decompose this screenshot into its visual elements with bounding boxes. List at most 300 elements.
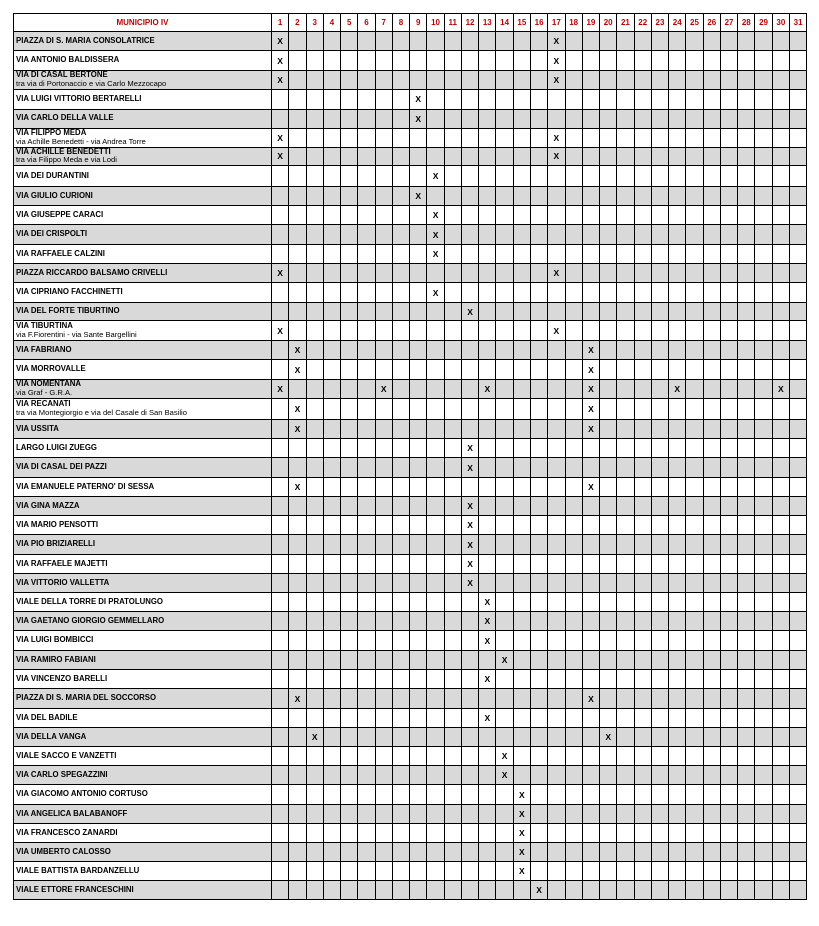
day-cell [720, 631, 737, 651]
day-cell [565, 689, 582, 709]
day-cell [306, 360, 323, 380]
day-cell [461, 420, 478, 439]
day-cell [306, 881, 323, 900]
day-cell [755, 843, 772, 862]
day-cell [755, 360, 772, 380]
day-cell [427, 478, 444, 497]
street-name: VIALE SACCO E VANZETTI [16, 750, 117, 760]
day-cell [289, 439, 306, 458]
day-cell [461, 478, 478, 497]
day-cell [341, 206, 358, 225]
day-cell [669, 631, 686, 651]
day-cell [651, 785, 668, 805]
day-cell [513, 245, 530, 264]
day-cell [772, 225, 789, 245]
street-name-cell [14, 360, 272, 380]
day-cell [582, 321, 599, 341]
day-cell [755, 651, 772, 670]
day-cell [720, 109, 737, 128]
street-name-cell [14, 689, 272, 709]
day-cell [479, 651, 496, 670]
day-mark: X [479, 709, 496, 728]
day-cell [375, 225, 392, 245]
day-header: 15 [513, 14, 530, 32]
street-name-cell [14, 399, 272, 420]
day-cell [323, 670, 340, 689]
day-cell [548, 380, 565, 399]
day-cell [789, 128, 806, 147]
day-cell [392, 420, 409, 439]
day-cell [323, 862, 340, 881]
street-name: VIA GIUSEPPE CARACI [16, 209, 104, 219]
day-mark: X [496, 747, 513, 766]
day-cell [772, 264, 789, 283]
day-cell [375, 264, 392, 283]
day-cell [789, 881, 806, 900]
day-cell [755, 747, 772, 766]
day-cell [358, 535, 375, 555]
day-cell [341, 89, 358, 109]
day-cell [461, 264, 478, 283]
day-cell [530, 574, 547, 593]
day-cell [375, 593, 392, 612]
day-cell [513, 458, 530, 478]
day-mark: X [461, 574, 478, 593]
day-cell [358, 51, 375, 71]
day-cell [272, 843, 289, 862]
day-cell [634, 593, 651, 612]
day-cell [600, 264, 617, 283]
day-cell [289, 670, 306, 689]
day-header: 31 [789, 14, 806, 32]
day-cell [617, 535, 634, 555]
day-cell [772, 439, 789, 458]
day-mark: X [272, 71, 289, 90]
day-cell [530, 458, 547, 478]
day-cell [323, 399, 340, 420]
day-cell [427, 380, 444, 399]
day-cell [496, 862, 513, 881]
day-cell [669, 399, 686, 420]
day-cell [548, 89, 565, 109]
day-cell [530, 478, 547, 497]
street-name-cell [14, 766, 272, 785]
day-cell [755, 535, 772, 555]
day-mark: X [272, 321, 289, 341]
day-cell [686, 341, 703, 360]
day-cell [444, 458, 461, 478]
day-cell [651, 264, 668, 283]
day-cell [720, 206, 737, 225]
day-cell [289, 32, 306, 51]
day-cell [410, 555, 427, 574]
table-row [14, 109, 807, 128]
day-cell [686, 805, 703, 824]
day-cell [392, 555, 409, 574]
day-cell [720, 321, 737, 341]
day-cell [634, 747, 651, 766]
day-cell [669, 785, 686, 805]
day-cell [375, 843, 392, 862]
day-cell [375, 341, 392, 360]
day-cell [669, 245, 686, 264]
day-cell [410, 399, 427, 420]
day-cell [375, 166, 392, 187]
day-cell [582, 206, 599, 225]
day-cell [565, 303, 582, 321]
day-mark: X [548, 128, 565, 147]
day-cell [513, 420, 530, 439]
day-cell [392, 109, 409, 128]
day-cell [272, 360, 289, 380]
day-cell [427, 458, 444, 478]
day-cell [634, 458, 651, 478]
day-cell [703, 631, 720, 651]
day-mark: X [410, 89, 427, 109]
day-cell [720, 128, 737, 147]
day-cell [461, 805, 478, 824]
day-mark: X [582, 341, 599, 360]
day-cell [600, 321, 617, 341]
day-cell [634, 862, 651, 881]
day-cell [565, 420, 582, 439]
day-cell [272, 225, 289, 245]
day-cell [306, 225, 323, 245]
day-cell [582, 670, 599, 689]
day-cell [669, 651, 686, 670]
day-cell [289, 805, 306, 824]
day-cell [651, 862, 668, 881]
street-name-cell [14, 843, 272, 862]
day-cell [530, 321, 547, 341]
day-cell [444, 32, 461, 51]
day-cell [651, 555, 668, 574]
day-cell [341, 555, 358, 574]
day-header: 3 [306, 14, 323, 32]
day-cell [634, 380, 651, 399]
street-name: VIALE ETTORE FRANCESCHINI [16, 884, 134, 894]
day-cell [479, 535, 496, 555]
day-cell [375, 478, 392, 497]
day-cell [703, 747, 720, 766]
day-cell [444, 516, 461, 535]
day-cell [703, 341, 720, 360]
day-cell [530, 264, 547, 283]
day-cell [410, 420, 427, 439]
day-cell [738, 805, 755, 824]
table-row [14, 670, 807, 689]
day-cell [306, 166, 323, 187]
day-mark: X [513, 843, 530, 862]
day-cell [738, 862, 755, 881]
day-cell [738, 283, 755, 303]
day-cell [565, 71, 582, 90]
day-cell [341, 399, 358, 420]
day-cell [789, 612, 806, 631]
day-cell [720, 187, 737, 206]
day-cell [444, 824, 461, 843]
day-cell [600, 805, 617, 824]
day-cell [755, 166, 772, 187]
day-cell [410, 360, 427, 380]
street-name-cell [14, 264, 272, 283]
day-cell [530, 843, 547, 862]
day-cell [686, 51, 703, 71]
day-cell [565, 535, 582, 555]
street-segment: tra via di Portonaccio e via Carlo Mezzocapo [16, 78, 167, 88]
day-cell [358, 89, 375, 109]
day-cell [772, 709, 789, 728]
day-cell [427, 631, 444, 651]
day-cell [272, 109, 289, 128]
day-cell [720, 439, 737, 458]
day-cell [703, 881, 720, 900]
day-cell [461, 785, 478, 805]
day-cell [686, 147, 703, 166]
day-cell [410, 71, 427, 90]
street-name: VIA USSITA [16, 423, 59, 433]
day-cell [461, 728, 478, 747]
day-cell [789, 728, 806, 747]
day-cell [479, 805, 496, 824]
day-cell [530, 206, 547, 225]
day-mark: X [410, 187, 427, 206]
day-header: 16 [530, 14, 547, 32]
street-segment: tra via Montegiorgio e via del Casale di San Basilio [16, 408, 187, 418]
day-cell [789, 166, 806, 187]
day-cell [634, 321, 651, 341]
day-cell [272, 535, 289, 555]
day-cell [479, 497, 496, 516]
day-cell [479, 689, 496, 709]
day-cell [789, 420, 806, 439]
day-cell [738, 71, 755, 90]
day-cell [272, 341, 289, 360]
table-row [14, 71, 807, 90]
day-cell [410, 766, 427, 785]
day-cell [703, 187, 720, 206]
day-cell [548, 728, 565, 747]
day-cell [289, 245, 306, 264]
street-name: PIAZZA DI S. MARIA DEL SOCCORSO [16, 693, 157, 703]
day-cell [669, 497, 686, 516]
day-header: 18 [565, 14, 582, 32]
day-cell [479, 245, 496, 264]
day-cell [755, 497, 772, 516]
day-cell [289, 766, 306, 785]
day-cell [600, 785, 617, 805]
day-cell [548, 360, 565, 380]
day-cell [392, 881, 409, 900]
day-mark: X [289, 689, 306, 709]
day-cell [789, 206, 806, 225]
day-cell [289, 709, 306, 728]
day-cell [651, 631, 668, 651]
day-cell [565, 458, 582, 478]
day-cell [582, 862, 599, 881]
day-cell [410, 805, 427, 824]
day-cell [634, 32, 651, 51]
day-cell [375, 824, 392, 843]
day-cell [461, 612, 478, 631]
day-header: 27 [720, 14, 737, 32]
day-cell [738, 109, 755, 128]
day-cell [461, 824, 478, 843]
day-cell [375, 71, 392, 90]
day-cell [755, 399, 772, 420]
day-cell [513, 341, 530, 360]
day-cell [306, 283, 323, 303]
day-header: 14 [496, 14, 513, 32]
day-cell [272, 881, 289, 900]
day-cell [530, 689, 547, 709]
day-cell [703, 303, 720, 321]
day-cell [582, 264, 599, 283]
day-cell [289, 283, 306, 303]
day-cell [738, 206, 755, 225]
day-cell [703, 766, 720, 785]
street-name-cell [14, 555, 272, 574]
day-cell [565, 478, 582, 497]
day-cell [617, 51, 634, 71]
day-cell [392, 631, 409, 651]
day-cell [323, 128, 340, 147]
day-cell [341, 303, 358, 321]
day-cell [651, 71, 668, 90]
day-cell [375, 109, 392, 128]
day-cell [565, 341, 582, 360]
day-cell [738, 128, 755, 147]
street-name: VIA VITTORIO VALLETTA [16, 577, 110, 587]
day-cell [720, 824, 737, 843]
day-cell [600, 420, 617, 439]
day-cell [600, 89, 617, 109]
day-cell [738, 439, 755, 458]
table-row [14, 478, 807, 497]
day-cell [686, 709, 703, 728]
day-header: 21 [617, 14, 634, 32]
day-mark: X [479, 670, 496, 689]
day-cell [496, 187, 513, 206]
day-cell [772, 71, 789, 90]
day-cell [634, 709, 651, 728]
day-cell [289, 187, 306, 206]
day-cell [738, 709, 755, 728]
day-cell [272, 785, 289, 805]
day-cell [427, 32, 444, 51]
day-cell [720, 670, 737, 689]
day-cell [755, 824, 772, 843]
day-cell [634, 225, 651, 245]
day-cell [686, 824, 703, 843]
day-cell [530, 670, 547, 689]
day-cell [513, 166, 530, 187]
day-cell [496, 206, 513, 225]
day-mark: X [461, 516, 478, 535]
day-cell [427, 881, 444, 900]
day-cell [272, 439, 289, 458]
day-cell [686, 225, 703, 245]
day-cell [738, 612, 755, 631]
day-cell [444, 670, 461, 689]
day-cell [617, 651, 634, 670]
day-cell [444, 689, 461, 709]
day-cell [358, 360, 375, 380]
table-row [14, 321, 807, 341]
day-cell [323, 728, 340, 747]
day-cell [686, 399, 703, 420]
day-cell [686, 689, 703, 709]
day-cell [479, 206, 496, 225]
street-name: PIAZZA DI S. MARIA CONSOLATRICE [16, 35, 155, 45]
day-cell [513, 32, 530, 51]
day-mark: X [582, 399, 599, 420]
day-cell [755, 109, 772, 128]
day-cell [272, 516, 289, 535]
day-cell [565, 574, 582, 593]
day-mark: X [513, 824, 530, 843]
street-segment: via F.Fiorentini - via Sante Bargellini [16, 329, 137, 339]
day-mark: X [427, 166, 444, 187]
day-cell [772, 689, 789, 709]
day-cell [358, 805, 375, 824]
day-cell [306, 32, 323, 51]
day-cell [669, 71, 686, 90]
day-cell [565, 785, 582, 805]
day-cell [582, 283, 599, 303]
day-cell [669, 303, 686, 321]
day-cell [479, 32, 496, 51]
day-cell [686, 360, 703, 380]
day-cell [669, 206, 686, 225]
day-cell [565, 245, 582, 264]
day-cell [358, 555, 375, 574]
day-cell [479, 166, 496, 187]
day-cell [306, 670, 323, 689]
day-cell [634, 420, 651, 439]
day-cell [651, 805, 668, 824]
day-cell [272, 612, 289, 631]
day-cell [375, 574, 392, 593]
day-cell [513, 651, 530, 670]
day-cell [323, 516, 340, 535]
day-cell [479, 109, 496, 128]
day-cell [427, 670, 444, 689]
day-cell [600, 478, 617, 497]
day-cell [634, 89, 651, 109]
day-cell [617, 555, 634, 574]
day-cell [772, 303, 789, 321]
street-name: LARGO LUIGI ZUEGG [16, 442, 97, 452]
day-cell [634, 843, 651, 862]
day-cell [461, 670, 478, 689]
day-cell [323, 574, 340, 593]
day-cell [306, 747, 323, 766]
day-cell [272, 728, 289, 747]
table-row [14, 380, 807, 399]
day-cell [461, 32, 478, 51]
day-cell [703, 420, 720, 439]
day-cell [600, 187, 617, 206]
day-cell [600, 71, 617, 90]
day-header: 19 [582, 14, 599, 32]
day-cell [392, 187, 409, 206]
street-name-cell [14, 651, 272, 670]
day-cell [306, 187, 323, 206]
day-cell [600, 555, 617, 574]
table-row [14, 689, 807, 709]
day-cell [358, 71, 375, 90]
